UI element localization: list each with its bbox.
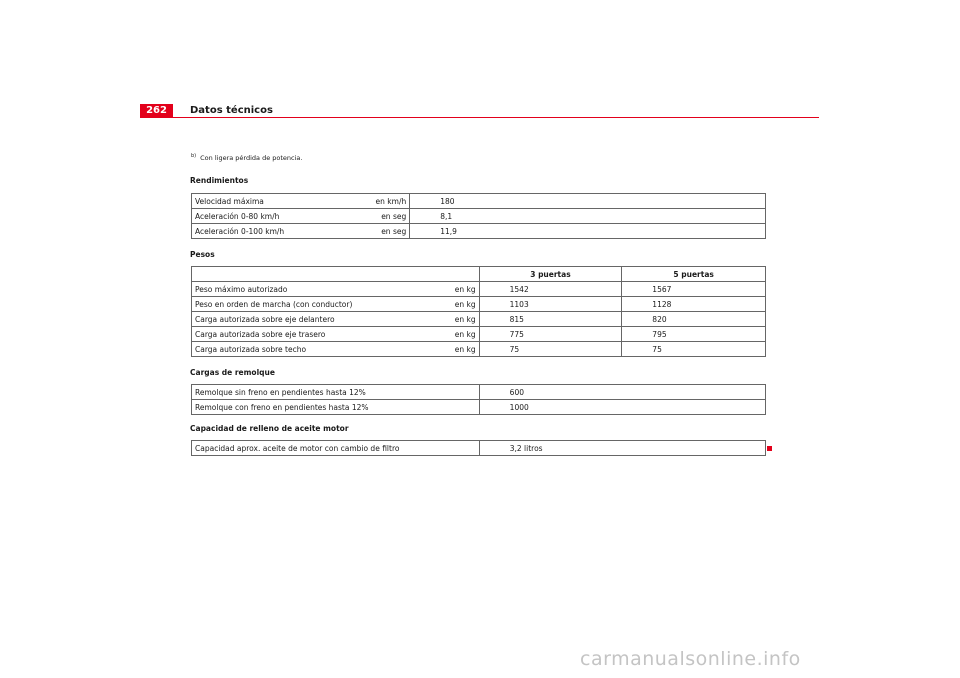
- table-cell-label: Remolque con freno en pendientes hasta 12%: [192, 400, 480, 415]
- table-header-empty: [192, 267, 480, 282]
- table-cell-value: 180: [410, 194, 766, 209]
- table-row: [192, 194, 766, 209]
- table-row: [192, 224, 766, 239]
- table-cell-value: 3,2 litros: [479, 441, 765, 456]
- table-row: [192, 385, 766, 400]
- table-cell-value: 8,1: [410, 209, 766, 224]
- table-rendimientos: [191, 193, 766, 239]
- table-pesos: [191, 266, 766, 357]
- table-row: [192, 441, 766, 456]
- table-row: [192, 297, 766, 312]
- table-cell-label: Peso en orden de marcha (con conductor) en kg: [192, 297, 480, 312]
- table-remolque: [191, 384, 766, 415]
- watermark-text: carmanualsonline.info: [580, 648, 801, 670]
- footnote-marker: b): [191, 153, 197, 159]
- table-row: [192, 282, 766, 297]
- table-cell-value: 1567: [622, 282, 766, 297]
- header-rule: [140, 117, 819, 118]
- table-cell-label: Carga autorizada sobre techo en kg: [192, 342, 480, 357]
- page-number: 262: [140, 104, 173, 118]
- section-title-pesos: Pesos: [190, 250, 215, 259]
- table-cell-value: 820: [622, 312, 766, 327]
- table-cell-label: Capacidad aprox. aceite de motor con cambio de filtro: [192, 441, 480, 456]
- table-row: [192, 312, 766, 327]
- section-title-aceite: Capacidad de relleno de aceite motor: [190, 424, 349, 433]
- section-title-remolque: Cargas de remolque: [190, 368, 275, 377]
- table-cell-value: 1128: [622, 297, 766, 312]
- footnote-text: Con ligera pérdida de potencia.: [200, 154, 303, 162]
- table-cell-label: Aceleración 0-80 km/h en seg: [192, 209, 410, 224]
- table-cell-label: Aceleración 0-100 km/h en seg: [192, 224, 410, 239]
- table-cell-label: Carga autorizada sobre eje delantero en kg: [192, 312, 480, 327]
- table-cell-value: 75: [479, 342, 622, 357]
- table-row: [192, 342, 766, 357]
- table-aceite: [191, 440, 766, 456]
- column-header-3-puertas: 3 puertas: [479, 267, 622, 282]
- table-cell-value: 600: [479, 385, 765, 400]
- footnote: [191, 153, 302, 162]
- table-cell-label: Carga autorizada sobre eje trasero en kg: [192, 327, 480, 342]
- table-cell-value: 1103: [479, 297, 622, 312]
- table-row: [192, 209, 766, 224]
- table-cell-value: 775: [479, 327, 622, 342]
- table-row: [192, 327, 766, 342]
- page-title: Datos técnicos: [190, 105, 273, 116]
- table-cell-label: Peso máximo autorizado en kg: [192, 282, 480, 297]
- table-header-row: [192, 267, 766, 282]
- end-of-section-marker: [767, 446, 772, 451]
- table-cell-value: 11,9: [410, 224, 766, 239]
- table-row: [192, 400, 766, 415]
- table-cell-label: Remolque sin freno en pendientes hasta 12%: [192, 385, 480, 400]
- table-cell-value: 795: [622, 327, 766, 342]
- column-header-5-puertas: 5 puertas: [622, 267, 766, 282]
- table-cell-value: 75: [622, 342, 766, 357]
- section-title-rendimientos: Rendimientos: [190, 176, 249, 185]
- table-cell-value: 1000: [479, 400, 765, 415]
- table-cell-value: 815: [479, 312, 622, 327]
- table-cell-label: Velocidad máxima en km/h: [192, 194, 410, 209]
- table-cell-value: 1542: [479, 282, 622, 297]
